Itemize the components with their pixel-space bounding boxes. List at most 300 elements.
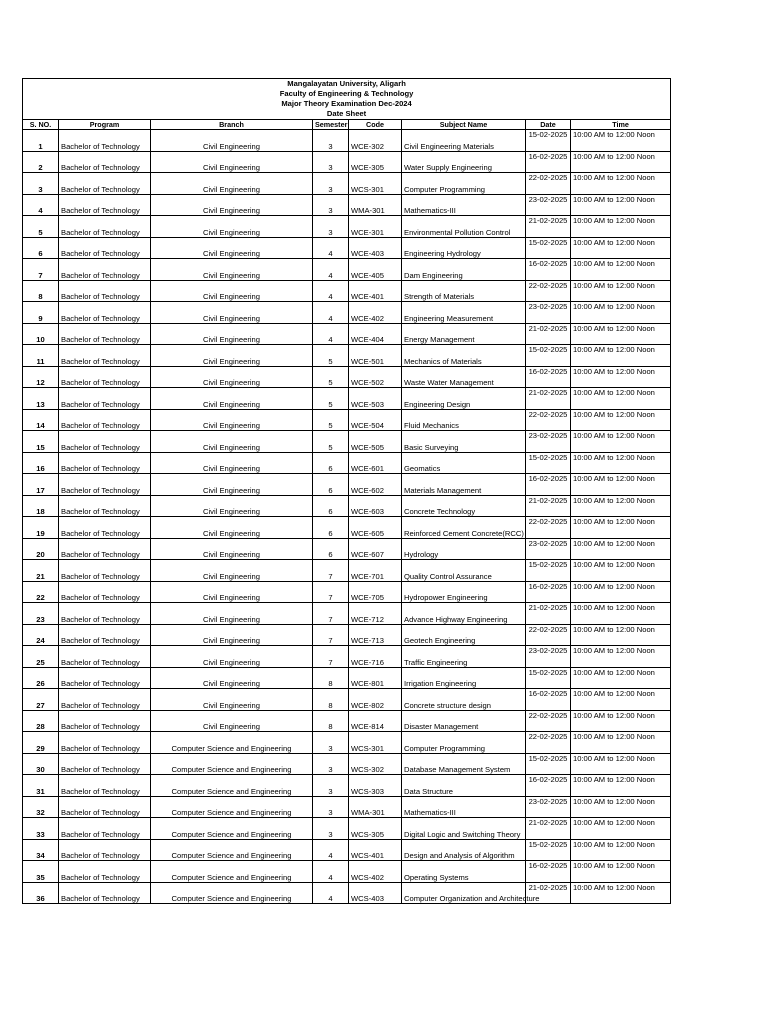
row-time: 10:00 AM to 12:00 Noon: [571, 259, 671, 281]
row-subject: Geotech Engineering: [402, 624, 526, 646]
row-time: 10:00 AM to 12:00 Noon: [571, 775, 671, 797]
row-branch: Civil Engineering: [151, 431, 313, 453]
row-date: 23-02-2025: [526, 646, 571, 668]
row-program: Bachelor of Technology: [59, 839, 151, 861]
row-subject: Dam Engineering: [402, 259, 526, 281]
row-semester: 3: [313, 818, 349, 840]
row-subject: Hydrology: [402, 538, 526, 560]
row-date: 16-02-2025: [526, 775, 571, 797]
row-time: 10:00 AM to 12:00 Noon: [571, 216, 671, 238]
row-date: 23-02-2025: [526, 431, 571, 453]
table-row: [23, 517, 671, 539]
row-branch: Computer Science and Engineering: [151, 753, 313, 775]
row-semester: 4: [313, 259, 349, 281]
row-time: 10:00 AM to 12:00 Noon: [571, 474, 671, 496]
table-row: [23, 560, 671, 582]
row-sno: 29: [23, 732, 59, 754]
row-code: WCS-303: [349, 775, 402, 797]
row-branch: Civil Engineering: [151, 409, 313, 431]
row-semester: 6: [313, 517, 349, 539]
row-sno: 16: [23, 452, 59, 474]
row-subject: Computer Programming: [402, 173, 526, 195]
row-semester: 8: [313, 710, 349, 732]
row-program: Bachelor of Technology: [59, 581, 151, 603]
row-semester: 6: [313, 495, 349, 517]
row-time: 10:00 AM to 12:00 Noon: [571, 603, 671, 625]
table-row: [23, 323, 671, 345]
row-code: WCS-302: [349, 753, 402, 775]
row-branch: Civil Engineering: [151, 667, 313, 689]
row-date: 22-02-2025: [526, 280, 571, 302]
row-sno: 33: [23, 818, 59, 840]
row-time: 10:00 AM to 12:00 Noon: [571, 538, 671, 560]
row-date: 15-02-2025: [526, 753, 571, 775]
table-row: [23, 732, 671, 754]
row-semester: 5: [313, 366, 349, 388]
row-subject: Concrete structure design: [402, 689, 526, 711]
row-code: WCE-716: [349, 646, 402, 668]
row-semester: 3: [313, 173, 349, 195]
row-program: Bachelor of Technology: [59, 388, 151, 410]
table-row: [23, 302, 671, 324]
row-subject: Design and Analysis of Algorithm: [402, 839, 526, 861]
row-time: 10:00 AM to 12:00 Noon: [571, 452, 671, 474]
row-subject: Traffic Engineering: [402, 646, 526, 668]
row-subject: Basic Surveying: [402, 431, 526, 453]
row-code: WMA-301: [349, 194, 402, 216]
row-branch: Civil Engineering: [151, 581, 313, 603]
row-sno: 26: [23, 667, 59, 689]
row-program: Bachelor of Technology: [59, 861, 151, 883]
row-time: 10:00 AM to 12:00 Noon: [571, 818, 671, 840]
row-semester: 4: [313, 302, 349, 324]
row-sno: 32: [23, 796, 59, 818]
row-subject: Waste Water Management: [402, 366, 526, 388]
row-sno: 27: [23, 689, 59, 711]
row-sno: 14: [23, 409, 59, 431]
row-sno: 13: [23, 388, 59, 410]
row-program: Bachelor of Technology: [59, 452, 151, 474]
table-row: [23, 710, 671, 732]
table-row: [23, 861, 671, 883]
row-date: 15-02-2025: [526, 560, 571, 582]
row-code: WCE-505: [349, 431, 402, 453]
row-program: Bachelor of Technology: [59, 538, 151, 560]
row-program: Bachelor of Technology: [59, 237, 151, 259]
row-semester: 7: [313, 560, 349, 582]
row-time: 10:00 AM to 12:00 Noon: [571, 302, 671, 324]
table-body: [23, 130, 671, 904]
row-program: Bachelor of Technology: [59, 624, 151, 646]
row-sno: 15: [23, 431, 59, 453]
row-date: 16-02-2025: [526, 474, 571, 496]
row-semester: 8: [313, 689, 349, 711]
row-subject: Materials Management: [402, 474, 526, 496]
row-date: 22-02-2025: [526, 173, 571, 195]
row-program: Bachelor of Technology: [59, 280, 151, 302]
row-code: WCE-801: [349, 667, 402, 689]
row-date: 23-02-2025: [526, 796, 571, 818]
row-sno: 25: [23, 646, 59, 668]
row-time: 10:00 AM to 12:00 Noon: [571, 667, 671, 689]
row-sno: 8: [23, 280, 59, 302]
row-semester: 4: [313, 861, 349, 883]
row-date: 16-02-2025: [526, 689, 571, 711]
row-date: 15-02-2025: [526, 345, 571, 367]
row-sno: 22: [23, 581, 59, 603]
row-branch: Civil Engineering: [151, 710, 313, 732]
row-branch: Civil Engineering: [151, 237, 313, 259]
row-program: Bachelor of Technology: [59, 753, 151, 775]
row-sno: 35: [23, 861, 59, 883]
table-row: [23, 667, 671, 689]
row-branch: Computer Science and Engineering: [151, 796, 313, 818]
row-semester: 7: [313, 581, 349, 603]
row-date: 22-02-2025: [526, 517, 571, 539]
row-subject: Fluid Mechanics: [402, 409, 526, 431]
table-row: [23, 345, 671, 367]
row-program: Bachelor of Technology: [59, 689, 151, 711]
row-semester: 8: [313, 667, 349, 689]
row-time: 10:00 AM to 12:00 Noon: [571, 796, 671, 818]
row-sno: 20: [23, 538, 59, 560]
row-program: Bachelor of Technology: [59, 259, 151, 281]
row-code: WCS-301: [349, 173, 402, 195]
row-branch: Civil Engineering: [151, 151, 313, 173]
row-code: WCE-501: [349, 345, 402, 367]
row-date: 16-02-2025: [526, 259, 571, 281]
row-sno: 19: [23, 517, 59, 539]
row-subject: Geomatics: [402, 452, 526, 474]
row-subject: Database Management System: [402, 753, 526, 775]
table-row: [23, 151, 671, 173]
row-program: Bachelor of Technology: [59, 710, 151, 732]
row-subject: Digital Logic and Switching Theory: [402, 818, 526, 840]
row-sno: 23: [23, 603, 59, 625]
row-branch: Civil Engineering: [151, 560, 313, 582]
table-row: [23, 474, 671, 496]
table-row: [23, 452, 671, 474]
column-header-row: [23, 120, 671, 130]
table-row: [23, 237, 671, 259]
row-branch: Civil Engineering: [151, 323, 313, 345]
row-sno: 5: [23, 216, 59, 238]
row-sno: 6: [23, 237, 59, 259]
row-semester: 6: [313, 538, 349, 560]
row-branch: Computer Science and Engineering: [151, 775, 313, 797]
row-time: 10:00 AM to 12:00 Noon: [571, 366, 671, 388]
row-branch: Civil Engineering: [151, 194, 313, 216]
row-subject: Advance Highway Engineering: [402, 603, 526, 625]
row-sno: 12: [23, 366, 59, 388]
row-date: 21-02-2025: [526, 388, 571, 410]
row-subject: Environmental Pollution Control: [402, 216, 526, 238]
row-time: 10:00 AM to 12:00 Noon: [571, 624, 671, 646]
row-code: WCE-701: [349, 560, 402, 582]
row-subject: Mathematics-III: [402, 796, 526, 818]
row-date: 21-02-2025: [526, 882, 571, 904]
row-date: 21-02-2025: [526, 495, 571, 517]
row-sno: 30: [23, 753, 59, 775]
row-program: Bachelor of Technology: [59, 151, 151, 173]
row-time: 10:00 AM to 12:00 Noon: [571, 173, 671, 195]
row-date: 16-02-2025: [526, 861, 571, 883]
row-code: WCE-603: [349, 495, 402, 517]
row-semester: 6: [313, 474, 349, 496]
table-row: [23, 280, 671, 302]
row-time: 10:00 AM to 12:00 Noon: [571, 495, 671, 517]
faculty-name: Faculty of Engineering & Technology: [279, 89, 414, 98]
row-program: Bachelor of Technology: [59, 431, 151, 453]
row-subject: Strength of Materials: [402, 280, 526, 302]
row-semester: 3: [313, 130, 349, 152]
row-date: 16-02-2025: [526, 366, 571, 388]
row-time: 10:00 AM to 12:00 Noon: [571, 237, 671, 259]
row-branch: Civil Engineering: [151, 603, 313, 625]
exam-title: Major Theory Examination Dec-2024: [281, 99, 412, 108]
row-semester: 4: [313, 280, 349, 302]
row-branch: Civil Engineering: [151, 452, 313, 474]
row-branch: Computer Science and Engineering: [151, 882, 313, 904]
row-program: Bachelor of Technology: [59, 560, 151, 582]
row-semester: 3: [313, 796, 349, 818]
row-code: WCE-502: [349, 366, 402, 388]
row-semester: 4: [313, 237, 349, 259]
row-code: WCE-814: [349, 710, 402, 732]
table-row: [23, 259, 671, 281]
row-sno: 21: [23, 560, 59, 582]
row-date: 16-02-2025: [526, 151, 571, 173]
row-semester: 3: [313, 194, 349, 216]
row-branch: Computer Science and Engineering: [151, 732, 313, 754]
row-subject: Disaster Management: [402, 710, 526, 732]
row-branch: Civil Engineering: [151, 173, 313, 195]
row-subject: Water Supply Engineering: [402, 151, 526, 173]
row-date: 23-02-2025: [526, 194, 571, 216]
row-code: WCE-301: [349, 216, 402, 238]
row-code: WCS-401: [349, 839, 402, 861]
row-branch: Computer Science and Engineering: [151, 861, 313, 883]
row-branch: Civil Engineering: [151, 538, 313, 560]
row-time: 10:00 AM to 12:00 Noon: [571, 646, 671, 668]
table-row: [23, 646, 671, 668]
row-time: 10:00 AM to 12:00 Noon: [571, 431, 671, 453]
row-date: 21-02-2025: [526, 323, 571, 345]
row-code: WCE-705: [349, 581, 402, 603]
table-row: [23, 624, 671, 646]
row-subject: Computer Programming: [402, 732, 526, 754]
row-date: 15-02-2025: [526, 667, 571, 689]
row-time: 10:00 AM to 12:00 Noon: [571, 409, 671, 431]
row-semester: 5: [313, 409, 349, 431]
row-time: 10:00 AM to 12:00 Noon: [571, 388, 671, 410]
row-program: Bachelor of Technology: [59, 302, 151, 324]
row-code: WCE-802: [349, 689, 402, 711]
row-branch: Civil Engineering: [151, 366, 313, 388]
row-subject: Reinforced Cement Concrete(RCC): [402, 517, 526, 539]
row-semester: 7: [313, 646, 349, 668]
col-header-program: Program: [59, 120, 151, 130]
row-semester: 5: [313, 431, 349, 453]
table-row: [23, 839, 671, 861]
row-subject: Civil Engineering Materials: [402, 130, 526, 152]
row-program: Bachelor of Technology: [59, 194, 151, 216]
row-program: Bachelor of Technology: [59, 130, 151, 152]
row-code: WCE-305: [349, 151, 402, 173]
row-date: 22-02-2025: [526, 710, 571, 732]
table-row: [23, 431, 671, 453]
row-date: 22-02-2025: [526, 732, 571, 754]
row-branch: Civil Engineering: [151, 646, 313, 668]
row-subject: Engineering Design: [402, 388, 526, 410]
col-header-code: Code: [349, 120, 402, 130]
sheet-header: [23, 79, 671, 120]
row-branch: Civil Engineering: [151, 474, 313, 496]
row-semester: 6: [313, 452, 349, 474]
row-time: 10:00 AM to 12:00 Noon: [571, 839, 671, 861]
row-code: WCE-402: [349, 302, 402, 324]
row-date: 23-02-2025: [526, 302, 571, 324]
table-row: [23, 366, 671, 388]
row-program: Bachelor of Technology: [59, 646, 151, 668]
row-subject: Operating Systems: [402, 861, 526, 883]
row-semester: 7: [313, 624, 349, 646]
row-branch: Civil Engineering: [151, 388, 313, 410]
row-code: WCE-302: [349, 130, 402, 152]
row-program: Bachelor of Technology: [59, 323, 151, 345]
row-program: Bachelor of Technology: [59, 775, 151, 797]
row-semester: 3: [313, 775, 349, 797]
row-subject: Computer Organization and Architecture: [402, 882, 526, 904]
row-subject: Engineering Measurement: [402, 302, 526, 324]
row-sno: 36: [23, 882, 59, 904]
row-time: 10:00 AM to 12:00 Noon: [571, 517, 671, 539]
table-row: [23, 409, 671, 431]
row-code: WCE-503: [349, 388, 402, 410]
row-subject: Concrete Technology: [402, 495, 526, 517]
row-subject: Irrigation Engineering: [402, 667, 526, 689]
table-row: [23, 753, 671, 775]
table-row: [23, 194, 671, 216]
row-program: Bachelor of Technology: [59, 345, 151, 367]
row-date: 15-02-2025: [526, 130, 571, 152]
table-row: [23, 388, 671, 410]
table-row: [23, 581, 671, 603]
row-branch: Civil Engineering: [151, 280, 313, 302]
row-branch: Civil Engineering: [151, 345, 313, 367]
row-branch: Civil Engineering: [151, 517, 313, 539]
row-program: Bachelor of Technology: [59, 603, 151, 625]
row-code: WMA-301: [349, 796, 402, 818]
row-code: WCS-305: [349, 818, 402, 840]
col-header-branch: Branch: [151, 120, 313, 130]
row-semester: 3: [313, 753, 349, 775]
row-sno: 17: [23, 474, 59, 496]
row-branch: Computer Science and Engineering: [151, 839, 313, 861]
row-code: WCS-403: [349, 882, 402, 904]
row-date: 21-02-2025: [526, 818, 571, 840]
row-program: Bachelor of Technology: [59, 474, 151, 496]
row-branch: Computer Science and Engineering: [151, 818, 313, 840]
row-date: 15-02-2025: [526, 452, 571, 474]
row-subject: Hydropower Engineering: [402, 581, 526, 603]
row-code: WCS-301: [349, 732, 402, 754]
table-row: [23, 603, 671, 625]
row-program: Bachelor of Technology: [59, 882, 151, 904]
row-date: 23-02-2025: [526, 538, 571, 560]
col-header-semester: Semester: [313, 120, 349, 130]
row-subject: Data Structure: [402, 775, 526, 797]
row-sno: 3: [23, 173, 59, 195]
row-time: 10:00 AM to 12:00 Noon: [571, 732, 671, 754]
table-row: [23, 130, 671, 152]
row-program: Bachelor of Technology: [59, 796, 151, 818]
row-date: 16-02-2025: [526, 581, 571, 603]
table-row: [23, 818, 671, 840]
sheet-title: Date Sheet: [326, 109, 367, 118]
row-sno: 24: [23, 624, 59, 646]
row-program: Bachelor of Technology: [59, 409, 151, 431]
row-code: WCE-602: [349, 474, 402, 496]
row-time: 10:00 AM to 12:00 Noon: [571, 753, 671, 775]
row-time: 10:00 AM to 12:00 Noon: [571, 581, 671, 603]
table-row: [23, 173, 671, 195]
table-row: [23, 538, 671, 560]
row-time: 10:00 AM to 12:00 Noon: [571, 194, 671, 216]
col-header-time: Time: [571, 120, 671, 130]
table-row: [23, 882, 671, 904]
row-sno: 2: [23, 151, 59, 173]
col-header-sno: S. NO.: [23, 120, 59, 130]
row-program: Bachelor of Technology: [59, 216, 151, 238]
row-code: WCE-401: [349, 280, 402, 302]
row-semester: 3: [313, 151, 349, 173]
row-sno: 34: [23, 839, 59, 861]
row-time: 10:00 AM to 12:00 Noon: [571, 882, 671, 904]
row-date: 15-02-2025: [526, 839, 571, 861]
row-time: 10:00 AM to 12:00 Noon: [571, 560, 671, 582]
row-date: 22-02-2025: [526, 409, 571, 431]
row-time: 10:00 AM to 12:00 Noon: [571, 323, 671, 345]
row-code: WCE-712: [349, 603, 402, 625]
row-date: 15-02-2025: [526, 237, 571, 259]
row-sno: 31: [23, 775, 59, 797]
table-row: [23, 775, 671, 797]
row-semester: 3: [313, 732, 349, 754]
row-branch: Civil Engineering: [151, 689, 313, 711]
row-program: Bachelor of Technology: [59, 517, 151, 539]
row-time: 10:00 AM to 12:00 Noon: [571, 710, 671, 732]
row-date: 22-02-2025: [526, 624, 571, 646]
row-branch: Civil Engineering: [151, 495, 313, 517]
row-code: WCE-405: [349, 259, 402, 281]
row-subject: Energy Management: [402, 323, 526, 345]
row-sno: 10: [23, 323, 59, 345]
row-semester: 4: [313, 839, 349, 861]
row-semester: 5: [313, 388, 349, 410]
table-row: [23, 689, 671, 711]
university-name: Mangalayatan University, Aligarh: [287, 79, 406, 88]
row-program: Bachelor of Technology: [59, 667, 151, 689]
row-code: WCS-402: [349, 861, 402, 883]
row-date: 21-02-2025: [526, 603, 571, 625]
row-branch: Civil Engineering: [151, 624, 313, 646]
date-sheet-table: [22, 78, 671, 904]
row-program: Bachelor of Technology: [59, 732, 151, 754]
row-semester: 3: [313, 216, 349, 238]
row-time: 10:00 AM to 12:00 Noon: [571, 861, 671, 883]
row-branch: Civil Engineering: [151, 302, 313, 324]
